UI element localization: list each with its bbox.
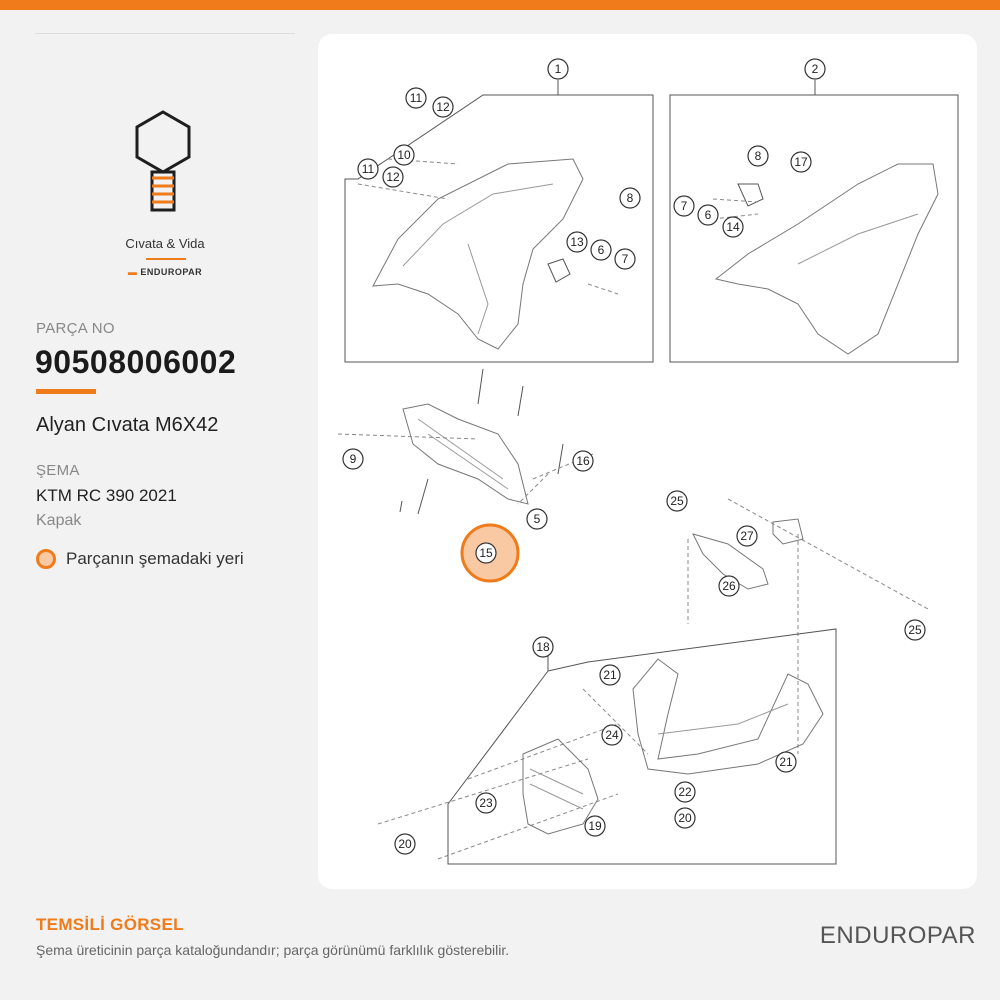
callout-18 — [533, 637, 553, 657]
category-underline — [146, 258, 186, 260]
callout-13 — [567, 232, 587, 252]
svg-text:8: 8 — [754, 149, 762, 163]
callout-7a — [615, 249, 635, 269]
callout-20b — [395, 834, 415, 854]
callout-9 — [343, 449, 363, 469]
callout-20a — [675, 808, 695, 828]
part-number: 90508006002 — [35, 344, 237, 380]
svg-text:25: 25 — [908, 623, 922, 637]
svg-text:20: 20 — [398, 837, 412, 851]
bolt-icon — [108, 108, 218, 223]
brand-logo-small — [0, 267, 330, 277]
callout-22 — [675, 782, 695, 802]
category-label: Cıvata & Vida — [125, 236, 205, 251]
brand-mark-icon: ▬ — [127, 267, 138, 277]
part-group: Kapak — [36, 512, 82, 529]
svg-text:6: 6 — [597, 243, 605, 257]
exploded-diagram — [318, 34, 977, 889]
callout-10 — [394, 145, 414, 165]
svg-text:16: 16 — [576, 454, 590, 468]
svg-text:9: 9 — [349, 452, 357, 466]
svg-text:12: 12 — [386, 170, 400, 184]
svg-text:18: 18 — [536, 640, 550, 654]
callout-6b — [698, 205, 718, 225]
callout-19 — [585, 816, 605, 836]
brand-footer: ENDUROPAR — [819, 922, 976, 949]
callout-14 — [723, 217, 743, 237]
svg-text:14: 14 — [726, 220, 740, 234]
callout-15-highlighted — [476, 543, 496, 563]
representative-image-title: TEMSİLİ GÖRSEL — [36, 915, 184, 934]
vehicle-model: KTM RC 390 2021 — [36, 486, 177, 505]
part-number-label: PARÇA NO — [36, 320, 115, 337]
svg-text:8: 8 — [626, 191, 634, 205]
svg-text:1: 1 — [554, 62, 562, 76]
callout-21a — [600, 665, 620, 685]
top-divider — [35, 33, 295, 34]
svg-text:27: 27 — [740, 529, 754, 543]
part-name: Alyan Cıvata M6X42 — [36, 414, 219, 436]
callout-12b — [383, 167, 403, 187]
callout-17 — [791, 152, 811, 172]
svg-text:6: 6 — [704, 208, 712, 222]
svg-text:15: 15 — [479, 546, 493, 560]
callout-25b — [905, 620, 925, 640]
callout-5 — [527, 509, 547, 529]
callout-12a — [433, 97, 453, 117]
svg-text:22: 22 — [678, 785, 692, 799]
svg-text:2: 2 — [811, 62, 819, 76]
highlight-dot-icon — [36, 549, 56, 569]
svg-text:10: 10 — [397, 148, 411, 162]
callout-7b — [674, 196, 694, 216]
callout-23 — [476, 793, 496, 813]
callout-11b — [358, 159, 378, 179]
callout-1 — [548, 59, 568, 79]
svg-text:20: 20 — [678, 811, 692, 825]
callout-11a — [406, 88, 426, 108]
callout-24 — [602, 725, 622, 745]
callout-8b — [748, 146, 768, 166]
svg-text:7: 7 — [621, 252, 629, 266]
legend-text: Parçanın şemadaki yeri — [66, 549, 244, 568]
callout-25a — [667, 491, 687, 511]
callout-2 — [805, 59, 825, 79]
brand-small-text: ENDUROPAR — [140, 267, 203, 277]
svg-text:12: 12 — [436, 100, 450, 114]
svg-text:24: 24 — [605, 728, 619, 742]
svg-text:21: 21 — [779, 755, 793, 769]
svg-text:23: 23 — [479, 796, 493, 810]
svg-text:21: 21 — [603, 668, 617, 682]
svg-text:19: 19 — [588, 819, 602, 833]
callout-26 — [719, 576, 739, 596]
highlight-legend — [36, 549, 244, 569]
exploded-diagram-panel — [318, 34, 977, 889]
svg-text:11: 11 — [361, 162, 375, 176]
callout-21b — [776, 752, 796, 772]
svg-text:7: 7 — [680, 199, 688, 213]
disclaimer-note: Şema üreticinin parça kataloğundandır; parça görünümü farklılık gösterebilir. — [36, 942, 510, 958]
callout-27 — [737, 526, 757, 546]
callout-6a — [591, 240, 611, 260]
svg-text:5: 5 — [533, 512, 541, 526]
part-number-underline — [36, 389, 96, 394]
schema-label: ŞEMA — [36, 462, 80, 479]
svg-text:11: 11 — [409, 91, 423, 105]
svg-text:17: 17 — [794, 155, 808, 169]
svg-text:26: 26 — [722, 579, 736, 593]
top-accent-bar — [0, 0, 1000, 10]
callout-16 — [573, 451, 593, 471]
svg-text:13: 13 — [570, 235, 584, 249]
svg-text:25: 25 — [670, 494, 684, 508]
callout-8a — [620, 188, 640, 208]
